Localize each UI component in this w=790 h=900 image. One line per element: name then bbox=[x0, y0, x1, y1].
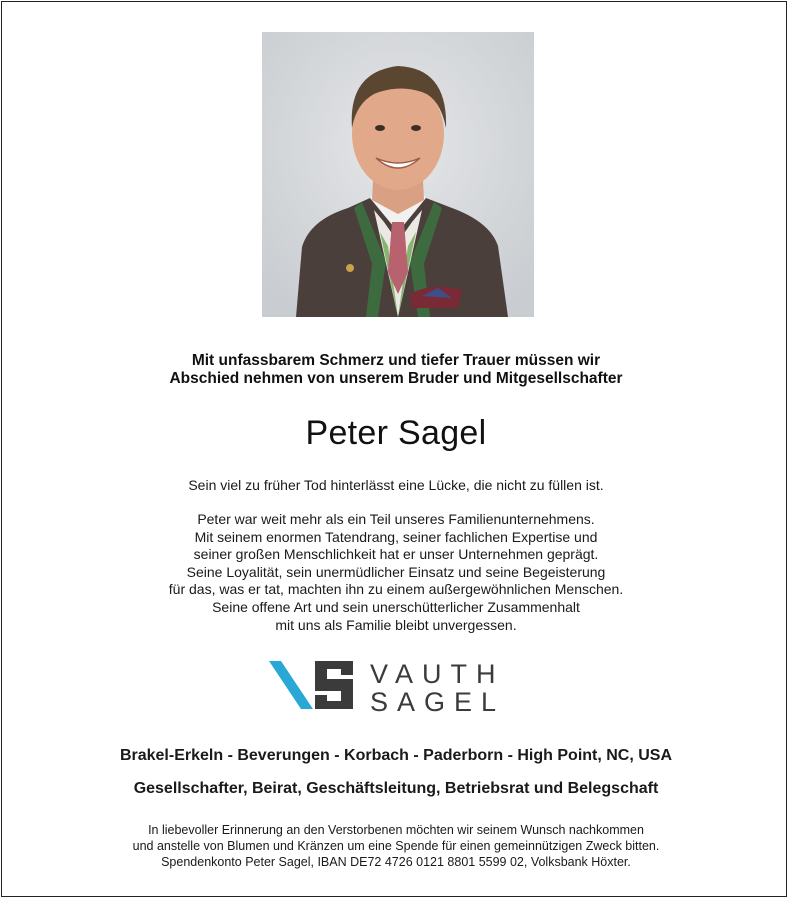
portrait-illustration bbox=[262, 32, 534, 317]
logo-text-line2: SAGEL bbox=[370, 687, 506, 717]
tribute-line: seiner großen Menschlichkeit hat er unser Unternehmen geprägt. bbox=[193, 546, 599, 563]
tribute-line: Seine offene Art und sein unerschütterlicher Zusammenhalt bbox=[212, 598, 580, 615]
tribute-line: mit uns als Familie bleibt unvergessen. bbox=[275, 616, 517, 633]
mourners-line: Gesellschafter, Beirat, Geschäftsleitung, Betriebsrat und Belegschaft bbox=[133, 780, 659, 797]
donation-line: und anstelle von Blumen und Kränzen um eine Spende für einen gemeinnützigen Zweck bitten. bbox=[132, 839, 660, 853]
donation-line: In liebevoller Erinnerung an den Verstorbenen möchten wir seinem Wunsch nachkommen bbox=[148, 823, 644, 837]
lead-sentence: Sein viel zu früher Tod hinterlässt eine Lücke, die nicht zu füllen ist. bbox=[188, 477, 604, 493]
obituary-notice bbox=[1, 1, 787, 897]
tribute-line: Seine Loyalität, sein unermüdlicher Einsatz und seine Begeisterung bbox=[186, 563, 606, 580]
locations-line: Brakel-Erkeln - Beverungen - Korbach - Paderborn - High Point, NC, USA bbox=[119, 747, 673, 764]
portrait-photo bbox=[262, 32, 534, 317]
tribute-line: Peter war weit mehr als ein Teil unseres Familienunternehmens. bbox=[197, 511, 595, 527]
intro-line: Mit unfassbarem Schmerz und tiefer Trauer müssen wir bbox=[191, 352, 601, 369]
logo-text-line1: VAUTH bbox=[370, 659, 505, 689]
donation-note bbox=[2, 822, 790, 870]
intro-line: Abschied nehmen von unserem Bruder und Mitgesellschafter bbox=[169, 370, 623, 387]
company-logo bbox=[267, 657, 532, 717]
tribute-line: für das, was er tat, machten ihn zu einem außergewöhnlichen Menschen. bbox=[168, 581, 624, 598]
tribute-line: Mit seinem enormen Tatendrang, seiner fachlichen Expertise und bbox=[194, 528, 598, 545]
deceased-name: Peter Sagel bbox=[305, 414, 487, 452]
vauth-sagel-logo bbox=[267, 657, 532, 717]
donation-line: Spendenkonto Peter Sagel, IBAN DE72 4726 0121 8801 5599 02, Volksbank Höxter. bbox=[161, 855, 631, 869]
tribute-text bbox=[2, 511, 790, 634]
logo-accent-stroke bbox=[269, 661, 313, 709]
logo-mark bbox=[315, 661, 353, 709]
intro-text bbox=[2, 352, 790, 388]
